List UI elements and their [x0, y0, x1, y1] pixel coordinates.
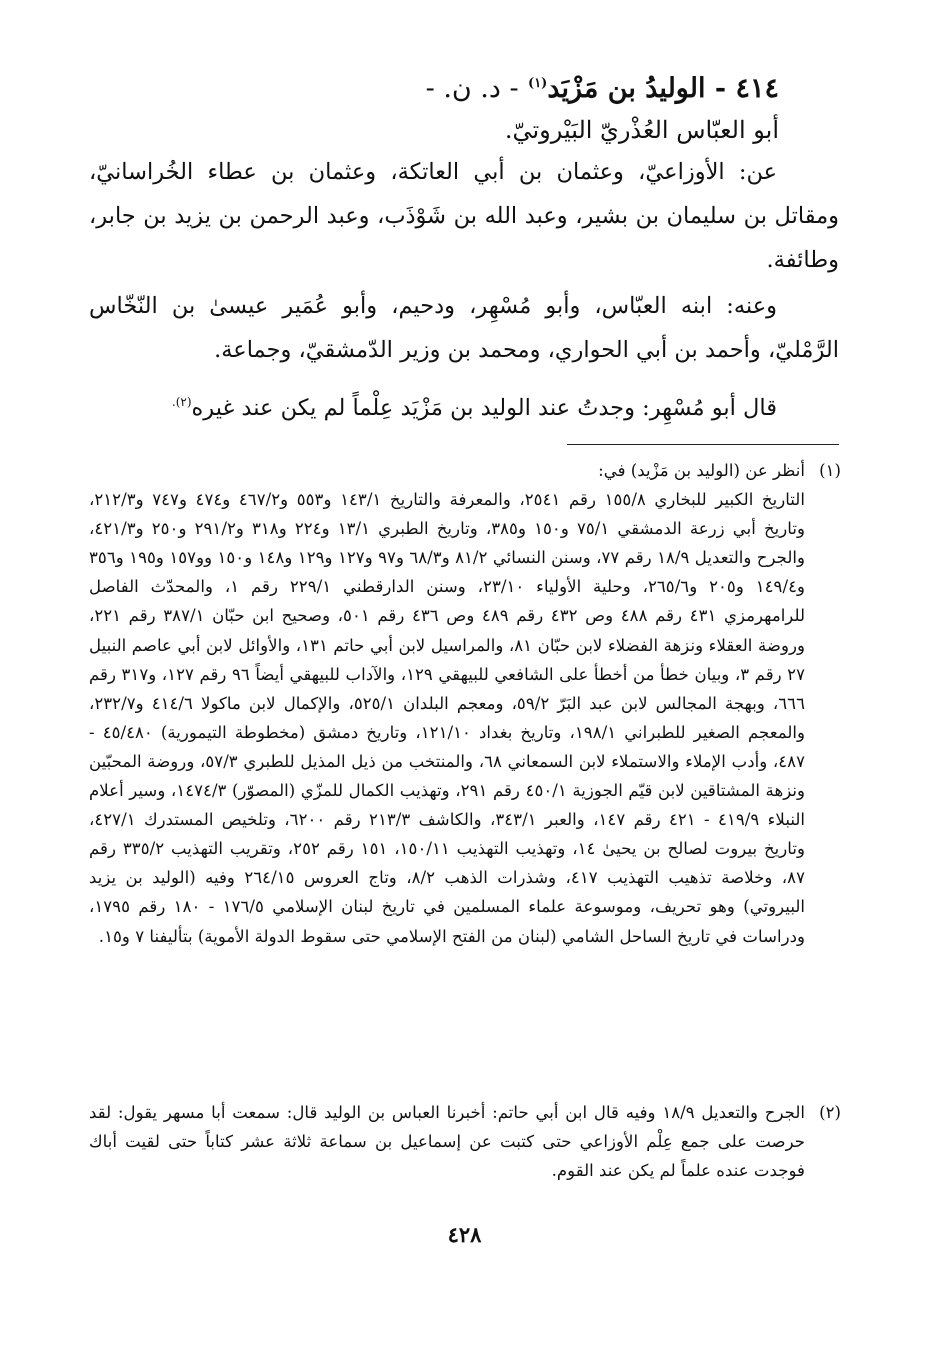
quote-paragraph: [89, 380, 839, 430]
footnote-separator: [567, 444, 839, 445]
footnote-1: [89, 456, 841, 951]
footnote-1-number: (١): [819, 461, 841, 480]
footnote-2-body: الجرح والتعديل ١٨/٩ وفيه قال ابن أبي حاتم: أخبرنا العباس بن الوليد قال: سمعت أبا مسهر يقول: لقد حرصت على جمع عِلْم الأوزاعي حتى كتبت عن إسماعيل بن سماعة ثلاثة عشر كتاباً حتى لقيت أباك فوجدت عنده علماً لم يكن عند القوم.: [89, 1103, 806, 1181]
footnote-2: [89, 1098, 841, 1185]
teachers-text: عن: الأوزاعيّ، وعثمان بن أبي العاتكة، وعثمان بن عطاء الخُراسانيّ، ومقاتل بن سليمان بن بشير، وعبد الله بن شَوْذَب، وعبد الرحمن بن يزيد بن جابر، وطائفة.: [89, 159, 839, 273]
footnote-1-sources: التاريخ الكبير للبخاري ١٥٥/٨ رقم ٢٥٤١، والمعرفة والتاريخ ١٤٣/١ و٥٥٣ و٤٦٧/٢ و٤٧٤ و٧٤٧ و٢١٢/٣، وتاريخ أبي زرعة الدمشقي ٧٥/١ و١٥٠ و٣٨٥، وتاريخ الطبري ١٣/١ و٢٢٤ و٣١٨ و٢٩١/٢ و٢٥٠ و٤٢١/٣، والجرح والتعديل ١٨/٩ رقم ٧٧، وسنن النسائي ٨١/٢ و٦٨/٣ و٩٧ و١٢٧ و١٢٩ و١٤٨ و١٥٠ وو١٥٧ و١٩٥ و٣٥٦ و١٤٩/٤ و٢٠٥ و٢٦٥/٦، وحلية الأولياء ٢٣/١٠، وسنن الدارقطني ٢٢٩/١ رقم ١، والمحدّث الفاصل للرامهرمزي ٤٣١ رقم ٤٨٨ وص ٤٣٢ رقم ٤٨٩ وص ٤٣٦ رقم ٥٠١، وصحيح ابن حبّان ٣٨٧/١ رقم ٢٢١، وروضة العقلاء ونزهة الفضلاء لابن حبّان ٨١، والمراسيل لابن أبي حاتم ١٣١، والأوائل لابن أبي عاصم النبيل ٢٧ رقم ٣، وبيان خطأ من أخطأ على الشافعي للبيهقي ١٢٩، والآداب للبيهقي أيضاً ٩٦ رقم ١٢٧، و٣١٧ رقم ٦٦٦، وبهجة المجالس لابن عبد البَرّ ٥٩/٢، ومعجم البلدان ٥٢٥/١، والإكمال لابن ماكولا ٤١٤/٦ و٢٣٢/٧، والمعجم الصغير للطبراني ١٩٨/١، وتاريخ بغداد ١٢١/١٠، وتاريخ دمشق (مخطوطة التيمورية) ٤٥/٤٨٠ - ٤٨٧، وأدب الإملاء والاستملاء لابن السمعاني ٦٨، والمنتخب من ذيل المذيل للطبري ٥٧/٣، وروضة المحبّين ونزهة المشتاقين لابن قيّم الجوزية ٤٥٠/١ رقم ٢٩١، وتهذيب الكمال للمزّي (المصوّر) ١٤٧٤/٣، وسير أعلام النبلاء ٤١٩/٩ - ٤٢١ رقم ١٤٧، والعبر ٣٤٣/١، والكاشف ٢١٣/٣ رقم ٦٢٠٠، وتلخيص المستدرك ٤٢٧/١، وتاريخ بيروت لصالح بن يحيىٰ ١٤، وتهذيب التهذيب ١٥٠/١١، ١٥١ رقم ٢٥٢، وتقريب التهذيب ٣٣٥/٢ رقم ٨٧، وخلاصة تذهيب التهذيب ٤١٧، وشذرات الذهب ٨/٢، وتاج العروس ٢٦٤/١٥ وفيه (الوليد بن يزيد البيروتي) وهو تحريف، وموسوعة علماء المسلمين في تاريخ لبنان الإسلامي ١٧٦/٥ - ١٨٠ رقم ١٧٩٥، ودراسات في تاريخ الساحل الشامي (لبنان من الفتح الإسلامي حتى سقوط الدولة الأموية) بتأليفنا ٧ و١٥.: [89, 490, 806, 946]
footnote-1-body: [89, 456, 805, 951]
page-number: ٤٢٨: [447, 1222, 482, 1247]
footnote-marker-1[interactable]: (١): [528, 76, 548, 91]
entry-kunya: أبو العبّاس العُذْريّ البَيْروتيّ.: [504, 116, 779, 144]
footnote-2-number: (٢): [819, 1103, 841, 1122]
students-text: وعنه: ابنه العبّاس، وأبو مُسْهِر، ودحيم، وأبو عُمَير عيسىٰ بن النّخّاس الرَّمْليّ، وأحمد بن أبي الحواري، ومحمد بن وزير الدّمشقيّ، وجماعة.: [89, 293, 839, 363]
footnote-1-lead: أنظر عن (الوليد بن مَزْيد) في:: [598, 461, 805, 480]
entry-title: ٤١٤ - الوليدُ بن مَزْيَد: [547, 73, 779, 104]
entry-heading: [79, 64, 779, 109]
students-paragraph: [89, 284, 839, 372]
quote-text: قال أبو مُسْهِر: وجدتُ عند الوليد بن مَزْيَد عِلْماً لم يكن عند غيره: [191, 394, 777, 421]
footnote-marker-2[interactable]: (٢).: [171, 395, 192, 409]
entry-symbols: - د. ن. -: [425, 73, 519, 104]
teachers-paragraph: [89, 150, 839, 282]
